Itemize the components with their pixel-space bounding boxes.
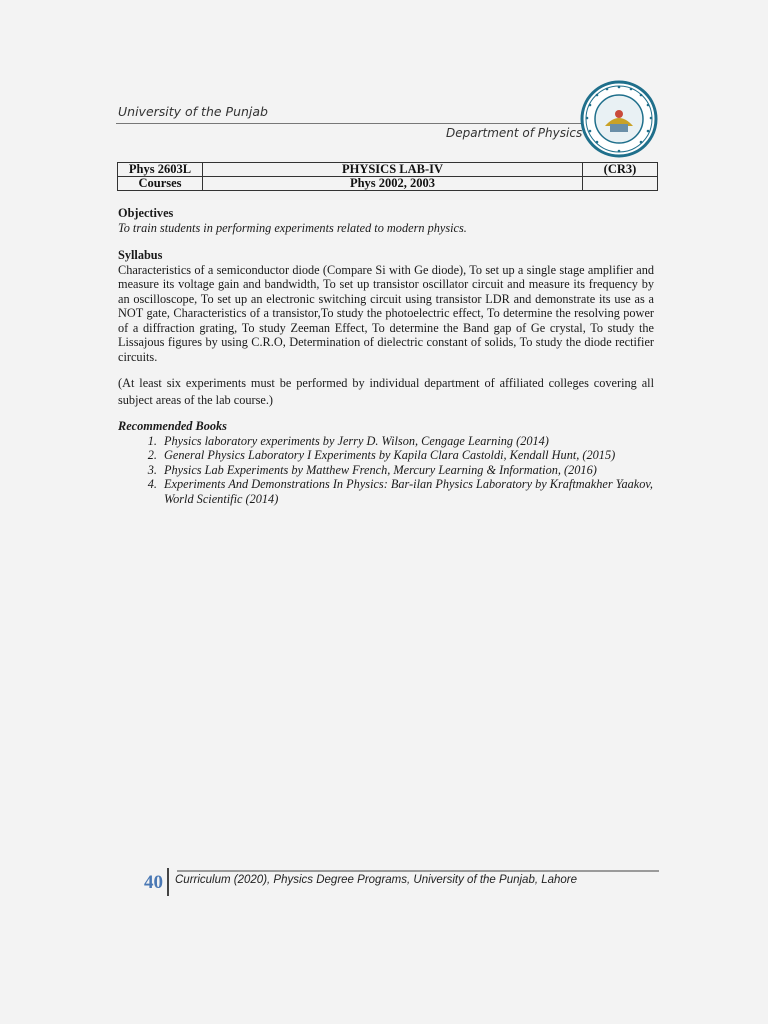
footer-text — [175, 874, 577, 886]
credit-hours-cell: (CR3) — [583, 163, 658, 177]
list-item: 4. Experiments And Demonstrations In Physics: Bar-ilan Physics Laboratory by Kraftmakher Yaakov, World Scientific (2014) — [160, 477, 654, 506]
objectives-text: To train students in performing experiments related to modern physics. — [118, 220, 467, 235]
course-info-table — [117, 162, 658, 191]
university-name: University of the Punjab — [118, 104, 268, 119]
university-seal-logo — [580, 80, 658, 158]
header-rule — [116, 123, 586, 124]
prereq-label-cell: Courses — [118, 177, 203, 191]
list-item: 2. General Physics Laboratory I Experiments by Kapila Clara Castoldi, Kendall Hunt, (2015) — [160, 448, 654, 463]
syllabus-note: (At least six experiments must be performed by individual department of affiliated colleges covering all subject areas of the lab course.) — [118, 376, 654, 407]
department-name: Department of Physics — [446, 126, 583, 140]
course-title-cell: PHYSICS LAB-IV — [203, 163, 583, 177]
syllabus-text: Characteristics of a semiconductor diode (Compare Si with Ge diode), To set up a single stage amplifier and measure its voltage gain and bandwidth, To set up transistor oscillator circuit and measure its frequency by an oscilloscope, To set up an electronic switching circuit using transistor LDR and demonstrate its use as a NOT gate, Characteristics of a transistor,To study the photoelectric effect, To determine the resolving power of a diffraction grating, To study Zeeman Effect, To determine the Band gap of Ge crystal, To study the Lissajous figures by using C.R.O, Determination of dielectric constant of solids, To study the diode rectifier circuits. — [118, 262, 654, 364]
course-code-cell: Phys 2603L — [118, 163, 203, 177]
objectives-heading: Objectives — [118, 206, 174, 220]
footer-rule — [177, 870, 659, 872]
empty-cell — [583, 177, 658, 191]
books-heading: Recommended Books — [118, 419, 227, 433]
syllabus-heading: Syllabus — [118, 248, 163, 262]
main-content — [118, 206, 654, 506]
table-row — [118, 163, 658, 177]
page-number: 40 — [144, 872, 163, 893]
books-list — [118, 434, 654, 507]
table-row — [118, 177, 658, 191]
prereq-courses-cell: Phys 2002, 2003 — [203, 177, 583, 191]
list-item: 1. Physics laboratory experiments by Jerry D. Wilson, Cengage Learning (2014) — [160, 434, 654, 449]
list-item: 3. Physics Lab Experiments by Matthew French, Mercury Learning & Information, (2016) — [160, 463, 654, 478]
footer-divider — [167, 868, 169, 896]
footer-caption: Curriculum (2020), Physics Degree Programs, University of the Punjab, Lahore — [175, 874, 578, 886]
